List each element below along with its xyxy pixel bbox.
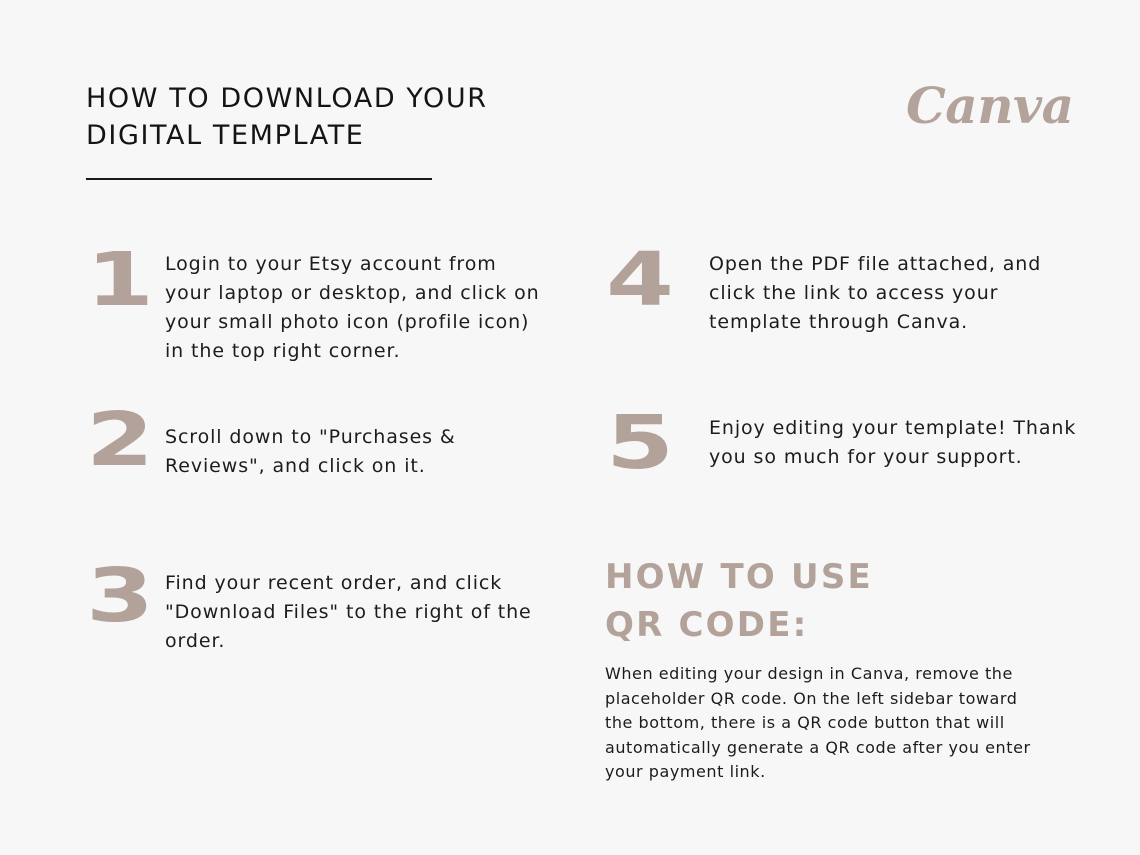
step-4-line-3: template through Canva. — [709, 311, 969, 333]
step-3-line-3: order. — [165, 630, 226, 652]
step-4-line-1: Open the PDF file attached, and — [709, 253, 1042, 275]
qr-body-line-5: your payment link. — [605, 762, 766, 781]
step-3-line-2: "Download Files" to the right of the — [165, 601, 532, 623]
step-1-line-4: in the top right corner. — [165, 340, 401, 362]
step-1-number: 1 — [86, 237, 154, 323]
step-2-text — [165, 423, 456, 481]
step-4-line-2: click the link to access your — [709, 282, 999, 304]
qr-body-line-2: placeholder QR code. On the left sidebar toward — [605, 688, 1018, 708]
step-1-line-2: your laptop or desktop, and click on — [165, 282, 540, 304]
qr-body-line-4: automatically generate a QR code after you enter — [605, 737, 1031, 757]
step-5-line-1: Enjoy editing your template! Thank — [709, 417, 1077, 439]
qr-section-body — [605, 662, 1031, 785]
page-title-line-1: HOW TO DOWNLOAD YOUR — [86, 83, 488, 114]
qr-body-line-3: the bottom, there is a QR code button that will — [605, 713, 1005, 732]
step-5-line-2: you so much for your support. — [709, 446, 1023, 468]
qr-section-heading — [605, 553, 873, 649]
page-title — [86, 80, 488, 154]
step-1-line-1: Login to your Etsy account from — [165, 253, 497, 275]
step-3-line-1: Find your recent order, and click — [165, 572, 503, 594]
step-1-line-3: your small photo icon (profile icon) — [165, 311, 530, 333]
step-1-text — [165, 250, 540, 366]
title-underline — [86, 178, 432, 180]
step-2-line-2: Reviews", and click on it. — [165, 455, 426, 477]
qr-body-line-1: When editing your design in Canva, remove the — [605, 664, 1013, 683]
step-3-text — [165, 569, 532, 656]
step-4-text — [709, 250, 1041, 337]
step-5-number: 5 — [606, 400, 674, 486]
canva-logo: Canva — [906, 76, 1074, 135]
qr-heading-line-2: QR CODE: — [605, 605, 809, 645]
step-2-line-1: Scroll down to "Purchases & — [165, 426, 456, 448]
qr-heading-line-1: HOW TO USE — [605, 557, 873, 597]
step-2-number: 2 — [86, 397, 154, 483]
step-3-number: 3 — [86, 553, 154, 639]
step-5-text — [709, 414, 1076, 472]
page-title-line-2: DIGITAL TEMPLATE — [86, 120, 365, 151]
step-4-number: 4 — [606, 237, 674, 323]
